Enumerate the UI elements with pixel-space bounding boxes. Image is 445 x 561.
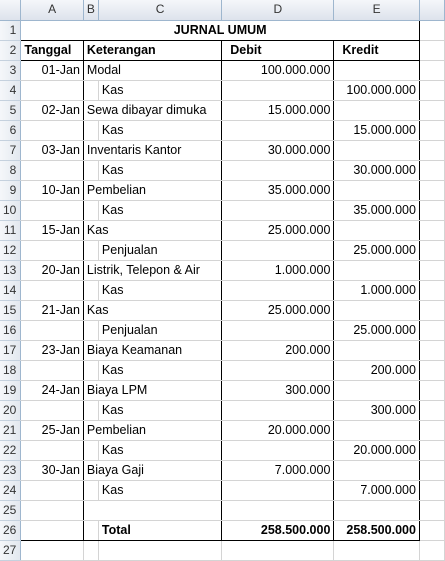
kredit-cell[interactable]: 7.000.000 (334, 480, 420, 500)
debit-cell[interactable] (222, 120, 334, 140)
keterangan-cell[interactable]: Kas (98, 200, 221, 220)
sheet-row (0, 20, 445, 40)
kredit-cell[interactable]: 200.000 (334, 360, 420, 380)
cell[interactable] (419, 400, 444, 420)
keterangan-cell[interactable]: Kas (98, 440, 221, 460)
tanggal-cell[interactable] (21, 200, 84, 220)
debit-cell[interactable] (222, 400, 334, 420)
kredit-cell[interactable]: 30.000.000 (334, 160, 420, 180)
debit-cell[interactable] (222, 480, 334, 500)
journal-row (0, 260, 445, 280)
row-header[interactable]: 1 (0, 20, 21, 40)
cell[interactable] (419, 520, 444, 540)
debit-cell[interactable]: 35.000.000 (222, 180, 334, 200)
row-header[interactable]: 12 (0, 240, 21, 260)
journal-row (0, 440, 445, 460)
tanggal-cell[interactable]: 10-Jan (21, 180, 84, 200)
journal-row (0, 240, 445, 260)
cell[interactable] (83, 500, 221, 520)
tanggal-cell[interactable]: 21-Jan (21, 300, 84, 320)
kredit-cell[interactable] (334, 180, 420, 200)
indent-cell[interactable] (83, 80, 98, 100)
keterangan-cell[interactable]: Kas (98, 400, 221, 420)
cell[interactable] (419, 200, 444, 220)
debit-cell[interactable]: 7.000.000 (222, 460, 334, 480)
cell[interactable] (419, 500, 444, 520)
journal-row (0, 220, 445, 240)
column-header-row (0, 0, 445, 20)
cell[interactable] (21, 540, 84, 560)
tanggal-cell[interactable]: 23-Jan (21, 340, 84, 360)
journal-row (0, 400, 445, 420)
keterangan-cell[interactable]: Kas (98, 120, 221, 140)
journal-row (0, 160, 445, 180)
cell[interactable] (419, 140, 444, 160)
cell[interactable] (419, 360, 444, 380)
keterangan-cell[interactable]: Kas (83, 220, 221, 240)
debit-cell[interactable]: 20.000.000 (222, 420, 334, 440)
row-header[interactable]: 22 (0, 440, 21, 460)
journal-row (0, 460, 445, 480)
debit-cell[interactable] (222, 80, 334, 100)
journal-row (0, 300, 445, 320)
keterangan-cell[interactable]: Kas (98, 480, 221, 500)
total-debit[interactable]: 258.500.000 (222, 520, 334, 540)
row-header[interactable]: 18 (0, 360, 21, 380)
kredit-cell[interactable]: 300.000 (334, 400, 420, 420)
journal-title[interactable]: JURNAL UMUM (21, 20, 420, 40)
journal-row (0, 100, 445, 120)
total-kredit[interactable]: 258.500.000 (334, 520, 420, 540)
cell[interactable] (419, 20, 444, 40)
tanggal-cell[interactable] (21, 120, 84, 140)
cell[interactable] (419, 300, 444, 320)
total-label[interactable]: Total (98, 520, 221, 540)
debit-cell[interactable] (222, 280, 334, 300)
row-header[interactable]: 10 (0, 200, 21, 220)
debit-cell[interactable]: 100.000.000 (222, 60, 334, 80)
column-header-d[interactable]: D (222, 0, 334, 20)
total-row (0, 520, 445, 540)
cell[interactable] (419, 320, 444, 340)
blank-row (0, 500, 445, 520)
journal-row (0, 280, 445, 300)
debit-cell[interactable]: 25.000.000 (222, 300, 334, 320)
row-header[interactable]: 13 (0, 260, 21, 280)
debit-cell[interactable]: 200.000 (222, 340, 334, 360)
cell[interactable] (222, 500, 334, 520)
row-header[interactable]: 17 (0, 340, 21, 360)
row-header[interactable]: 19 (0, 380, 21, 400)
row-header[interactable]: 21 (0, 420, 21, 440)
tanggal-cell[interactable] (21, 160, 84, 180)
tanggal-cell[interactable]: 15-Jan (21, 220, 84, 240)
cell[interactable] (419, 180, 444, 200)
journal-row (0, 380, 445, 400)
header-kredit[interactable]: Kredit (334, 40, 420, 60)
keterangan-cell[interactable]: Kas (98, 360, 221, 380)
debit-cell[interactable]: 300.000 (222, 380, 334, 400)
journal-row (0, 320, 445, 340)
debit-cell[interactable]: 1.000.000 (222, 260, 334, 280)
cell[interactable] (419, 120, 444, 140)
tanggal-cell[interactable] (21, 480, 84, 500)
tanggal-cell[interactable] (21, 320, 84, 340)
keterangan-cell[interactable]: Penjualan (98, 320, 221, 340)
column-header-c[interactable]: C (98, 0, 221, 20)
select-all-corner[interactable] (0, 0, 21, 20)
cell[interactable] (419, 420, 444, 440)
indent-cell[interactable] (83, 360, 98, 380)
cell[interactable] (419, 100, 444, 120)
header-keterangan[interactable]: Keterangan (83, 40, 221, 60)
debit-cell[interactable] (222, 320, 334, 340)
cell[interactable] (419, 540, 444, 560)
row-header[interactable]: 20 (0, 400, 21, 420)
tanggal-cell[interactable] (21, 400, 84, 420)
row-header[interactable]: 9 (0, 180, 21, 200)
kredit-cell[interactable]: 1.000.000 (334, 280, 420, 300)
kredit-cell[interactable] (334, 300, 420, 320)
cell[interactable] (334, 500, 420, 520)
cell[interactable] (419, 280, 444, 300)
cell[interactable] (83, 540, 98, 560)
indent-cell[interactable] (83, 160, 98, 180)
column-header-e[interactable]: E (334, 0, 420, 20)
cell[interactable] (419, 160, 444, 180)
cell[interactable] (83, 520, 98, 540)
tanggal-cell[interactable]: 20-Jan (21, 260, 84, 280)
keterangan-cell[interactable]: Pembelian (83, 180, 221, 200)
keterangan-cell[interactable]: Biaya Gaji (83, 460, 221, 480)
header-tanggal[interactable]: Tanggal (21, 40, 84, 60)
tanggal-cell[interactable] (21, 280, 84, 300)
row-header[interactable]: 8 (0, 160, 21, 180)
cell[interactable] (419, 460, 444, 480)
journal-row (0, 140, 445, 160)
kredit-cell[interactable] (334, 220, 420, 240)
cell[interactable] (334, 540, 420, 560)
row-header[interactable]: 5 (0, 100, 21, 120)
tanggal-cell[interactable]: 02-Jan (21, 100, 84, 120)
indent-cell[interactable] (83, 480, 98, 500)
column-header-a[interactable]: A (21, 0, 84, 20)
journal-row (0, 420, 445, 440)
row-header[interactable]: 3 (0, 60, 21, 80)
indent-cell[interactable] (83, 320, 98, 340)
kredit-cell[interactable]: 25.000.000 (334, 320, 420, 340)
indent-cell[interactable] (83, 440, 98, 460)
row-header[interactable]: 15 (0, 300, 21, 320)
tanggal-cell[interactable] (21, 80, 84, 100)
keterangan-cell[interactable]: Kas (83, 300, 221, 320)
cell[interactable] (419, 80, 444, 100)
debit-cell[interactable]: 15.000.000 (222, 100, 334, 120)
keterangan-cell[interactable]: Kas (98, 80, 221, 100)
tanggal-cell[interactable]: 30-Jan (21, 460, 84, 480)
row-header[interactable]: 26 (0, 520, 21, 540)
debit-cell[interactable]: 30.000.000 (222, 140, 334, 160)
journal-row (0, 340, 445, 360)
keterangan-cell[interactable]: Pembelian (83, 420, 221, 440)
tanggal-cell[interactable] (21, 440, 84, 460)
row-header[interactable]: 4 (0, 80, 21, 100)
tanggal-cell[interactable]: 03-Jan (21, 140, 84, 160)
tanggal-cell[interactable] (21, 240, 84, 260)
debit-cell[interactable] (222, 240, 334, 260)
tanggal-cell[interactable]: 25-Jan (21, 420, 84, 440)
row-header[interactable]: 16 (0, 320, 21, 340)
cell[interactable] (21, 520, 84, 540)
kredit-cell[interactable]: 15.000.000 (334, 120, 420, 140)
keterangan-cell[interactable]: Sewa dibayar dimuka (83, 100, 221, 120)
cell[interactable] (98, 540, 221, 560)
keterangan-cell[interactable]: Biaya LPM (83, 380, 221, 400)
cell[interactable] (222, 540, 334, 560)
cell[interactable] (419, 60, 444, 80)
cell[interactable] (419, 340, 444, 360)
journal-row (0, 480, 445, 500)
journal-row (0, 80, 445, 100)
row-header[interactable]: 7 (0, 140, 21, 160)
row-header[interactable]: 24 (0, 480, 21, 500)
debit-cell[interactable] (222, 360, 334, 380)
row-header[interactable]: 2 (0, 40, 21, 60)
kredit-cell[interactable] (334, 380, 420, 400)
cell[interactable] (21, 500, 84, 520)
tanggal-cell[interactable]: 24-Jan (21, 380, 84, 400)
column-header-b[interactable]: B (83, 0, 98, 20)
row-header[interactable]: 11 (0, 220, 21, 240)
journal-row (0, 360, 445, 380)
kredit-cell[interactable]: 35.000.000 (334, 200, 420, 220)
debit-cell[interactable] (222, 440, 334, 460)
tanggal-cell[interactable] (21, 360, 84, 380)
kredit-cell[interactable] (334, 100, 420, 120)
kredit-cell[interactable] (334, 420, 420, 440)
cell[interactable] (419, 220, 444, 240)
kredit-cell[interactable] (334, 340, 420, 360)
keterangan-cell[interactable]: Modal (83, 60, 221, 80)
keterangan-cell[interactable]: Penjualan (98, 240, 221, 260)
keterangan-cell[interactable]: Kas (98, 160, 221, 180)
kredit-cell[interactable]: 100.000.000 (334, 80, 420, 100)
row-header[interactable]: 6 (0, 120, 21, 140)
debit-cell[interactable] (222, 200, 334, 220)
journal-row (0, 200, 445, 220)
sheet-row (0, 40, 445, 60)
keterangan-cell[interactable]: Listrik, Telepon & Air (83, 260, 221, 280)
indent-cell[interactable] (83, 200, 98, 220)
keterangan-cell[interactable]: Inventaris Kantor (83, 140, 221, 160)
kredit-cell[interactable] (334, 60, 420, 80)
journal-row (0, 60, 445, 80)
indent-cell[interactable] (83, 240, 98, 260)
journal-row (0, 180, 445, 200)
row-header[interactable]: 23 (0, 460, 21, 480)
row-header[interactable]: 25 (0, 500, 21, 520)
cell[interactable] (419, 240, 444, 260)
journal-row (0, 120, 445, 140)
cell[interactable] (419, 260, 444, 280)
debit-cell[interactable]: 25.000.000 (222, 220, 334, 240)
indent-cell[interactable] (83, 120, 98, 140)
kredit-cell[interactable] (334, 260, 420, 280)
sheet-row (0, 540, 445, 560)
kredit-cell[interactable]: 20.000.000 (334, 440, 420, 460)
cell[interactable] (419, 480, 444, 500)
cell[interactable] (419, 440, 444, 460)
row-header[interactable]: 27 (0, 540, 21, 560)
tanggal-cell[interactable]: 01-Jan (21, 60, 84, 80)
cell[interactable] (419, 380, 444, 400)
indent-cell[interactable] (83, 280, 98, 300)
kredit-cell[interactable] (334, 140, 420, 160)
kredit-cell[interactable]: 25.000.000 (334, 240, 420, 260)
row-header[interactable]: 14 (0, 280, 21, 300)
debit-cell[interactable] (222, 160, 334, 180)
keterangan-cell[interactable]: Biaya Keamanan (83, 340, 221, 360)
indent-cell[interactable] (83, 400, 98, 420)
header-debit[interactable]: Debit (222, 40, 334, 60)
cell[interactable] (419, 40, 444, 60)
column-header-f[interactable] (419, 0, 444, 20)
keterangan-cell[interactable]: Kas (98, 280, 221, 300)
kredit-cell[interactable] (334, 460, 420, 480)
